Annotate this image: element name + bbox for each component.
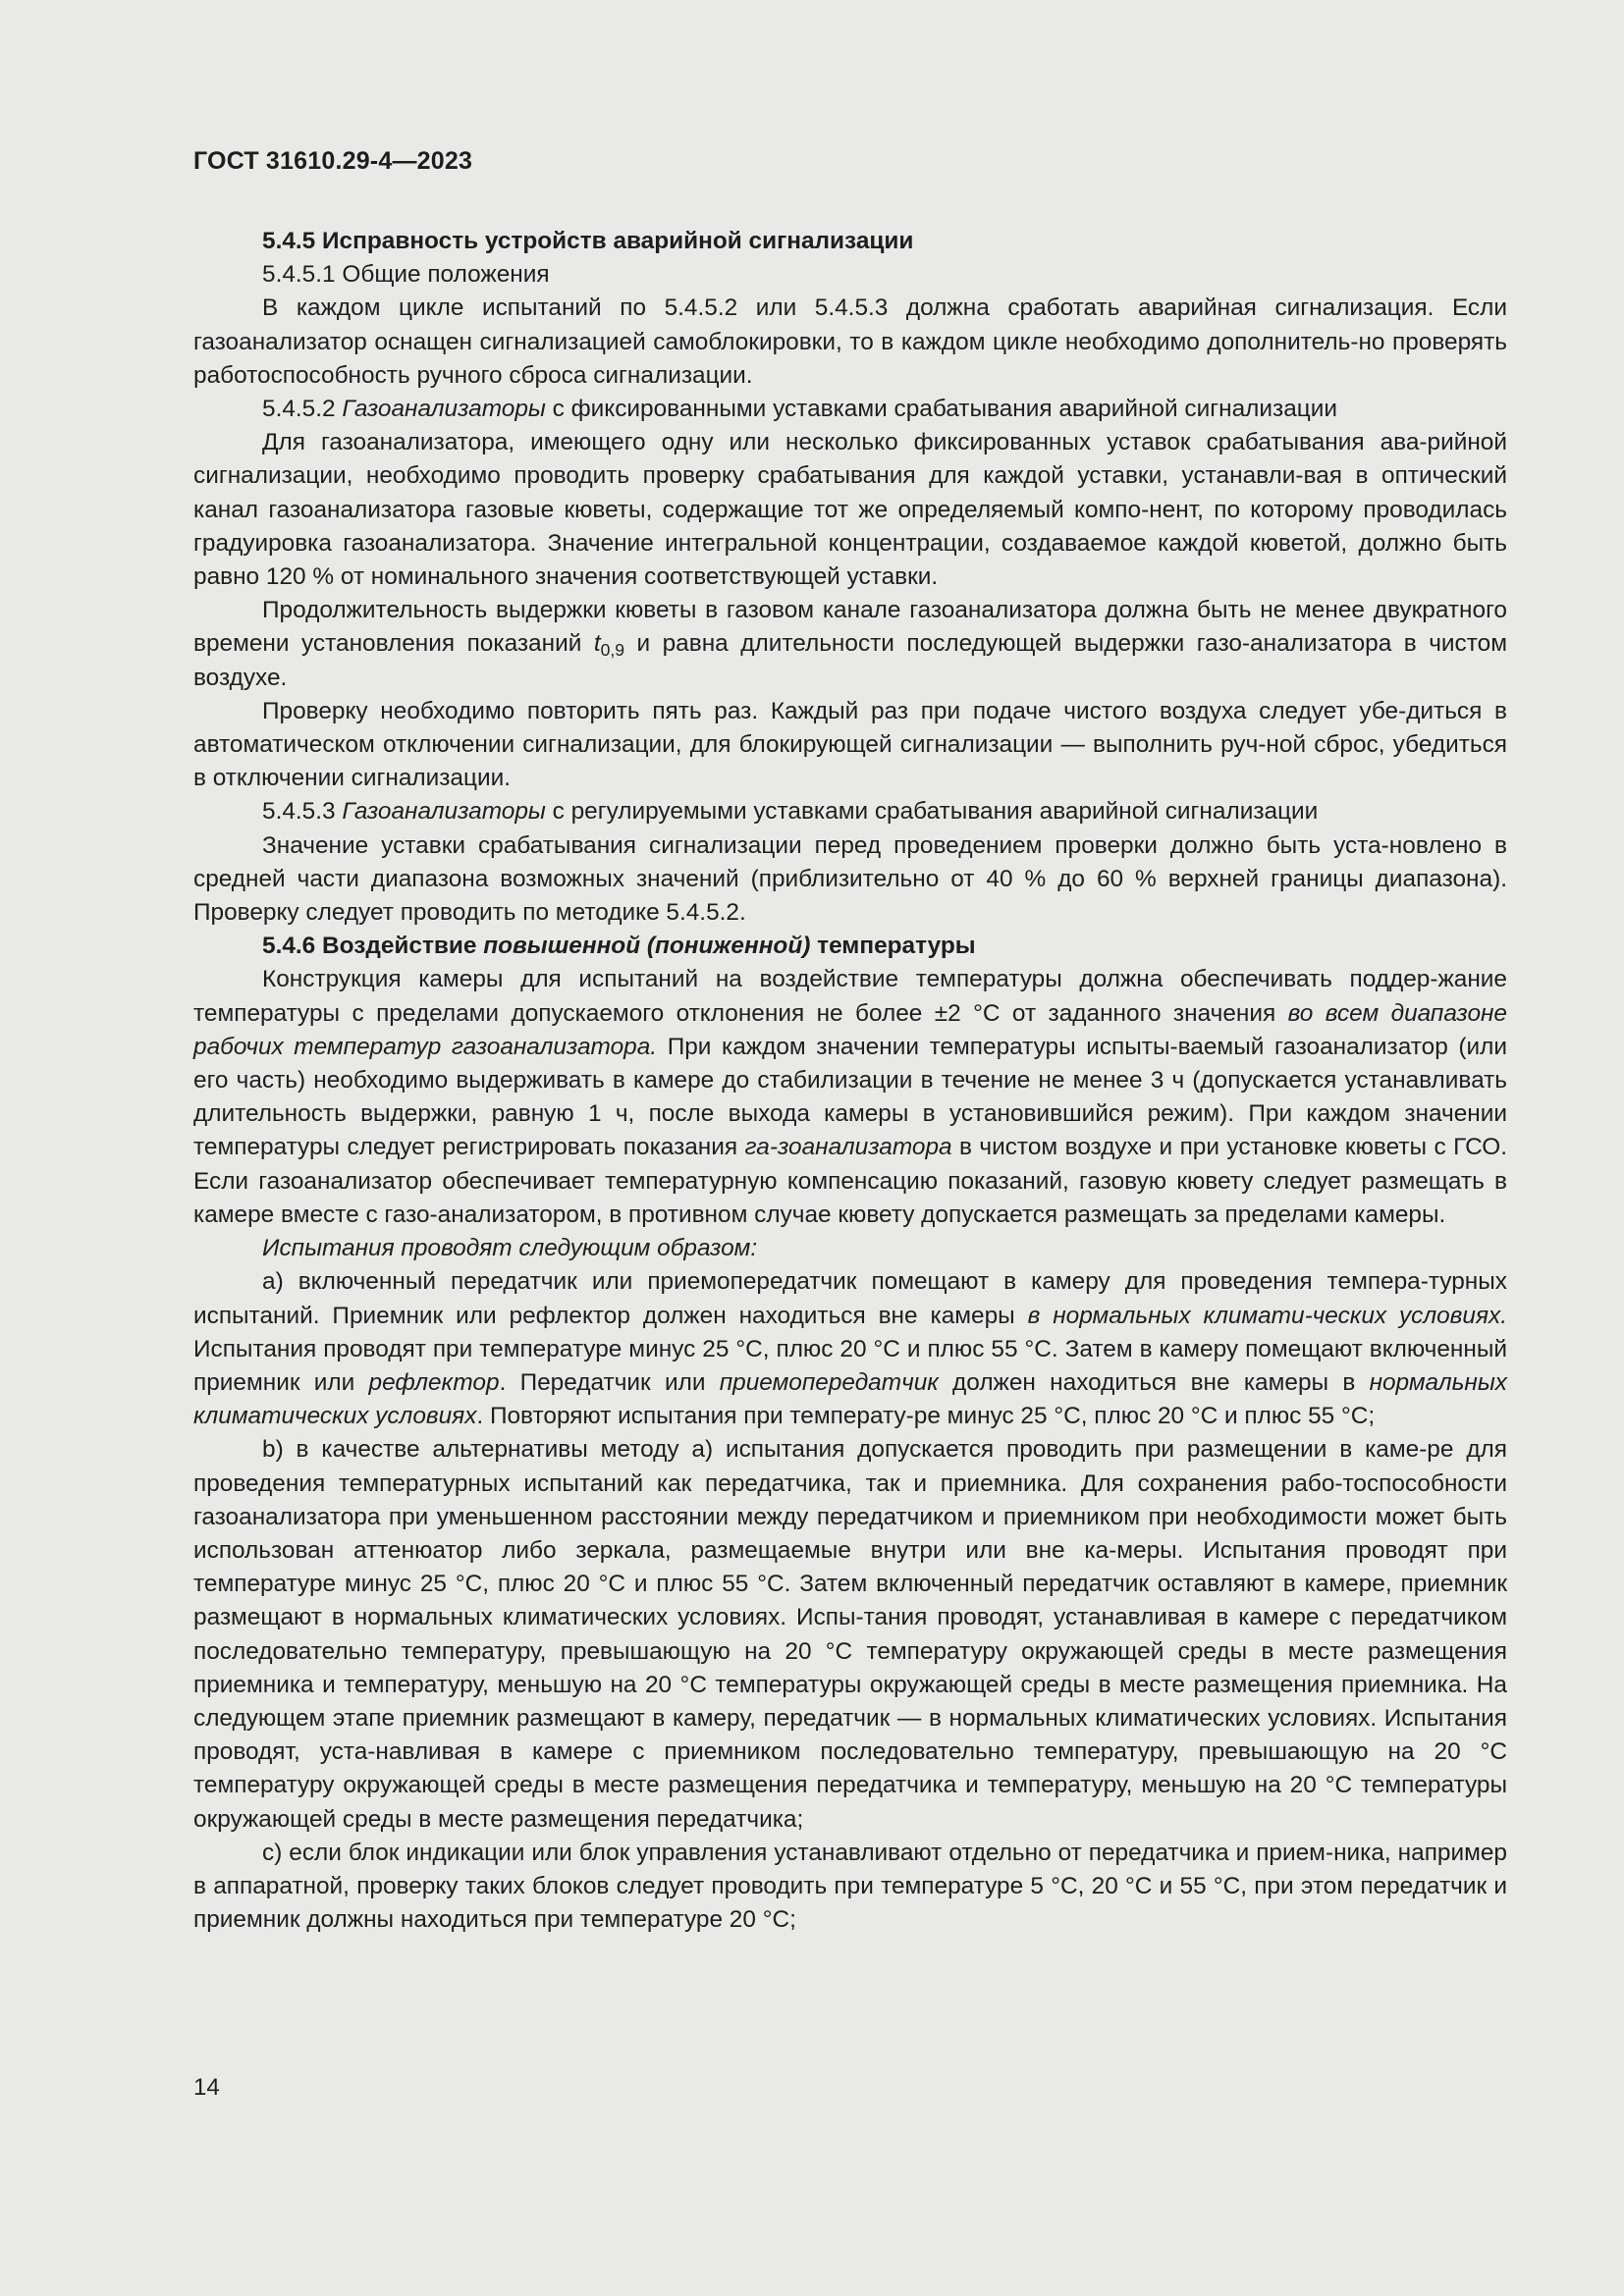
paragraph: Продолжительность выдержки кюветы в газовом канале газоанализатора должна быть не менее двукратного времени установления показаний $t_{0,9}$ и равна длительности последующей выдержки газо-анализатора в чистом воздухе. <box>193 597 1507 691</box>
subsection-title-italic: Газоанализаторы <box>342 798 546 826</box>
subsection-heading-5-4-5-3 <box>193 795 1507 828</box>
section-heading-5-4-5 <box>193 225 1507 258</box>
subsection-title-italic: Газоанализаторы <box>342 396 546 423</box>
section-number: 5.4.6 <box>262 933 316 960</box>
subsection-number: 5.4.5.3 <box>262 798 336 826</box>
page-number: 14 <box>193 2074 220 2101</box>
list-item-b: b) в качестве альтернативы методу а) испытания допускается проводить при размещении в каме-ре для проведения температурных испытаний как передатчика, так и приемника. Для сохранения рабо-тоспособности газоанализатора при уменьшенном расстоянии между передатчиком и приемником при необходимости может быть использован аттенюатор либо зеркала, размещаемые внутри или вне ка-меры. Испытания проводят при температуре минус 25 °С, плюс 20 °С и плюс 55 °С. Затем включенный передатчик оставляют в камере, приемник размещают в нормальных климатических условиях. Испы-тания проводят, устанавливая в камере с передатчиком последовательно температуру, превышающую на 20 °С температуру окружающей среды в месте размещения приемника и температуру, меньшую на 20 °С температуры окружающей среды в месте размещения приемника. На следующем этапе приемник размещают в камеру, передатчик — в нормальных климатических условиях. Испытания проводят, уста-навливая в камере с приемником последовательно температуру, превышающую на 20 °С температуру окружающей среды в месте размещения передатчика и температуру, меньшую на 20 °С температуры окружающей среды в месте размещения передатчика; <box>193 1436 1507 1833</box>
paragraph-italic: Испытания проводят следующим образом: <box>262 1235 758 1262</box>
subsection-title-rest: с регулируемыми уставками срабатывания аварийной сигнализации <box>545 798 1319 826</box>
subsection-title-rest: с фиксированными уставками срабатывания аварийной сигнализации <box>545 396 1337 423</box>
subsection-heading-5-4-5-1 <box>193 258 1507 292</box>
time-symbol: t <box>593 630 601 658</box>
document-body <box>193 225 1507 1937</box>
list-item-a: a) включенный передатчик или приемопередатчик помещают в камеру для проведения темпера-турных испытаний. Приемник или рефлектор должен находиться вне камеры в нормальных климати-ческих условиях. Испытания проводят при температуре минус 25 °С, плюс 20 °С и плюс 55 °С. Затем в камеру помещают включенный приемник или рефлектор. Передатчик или приемопередатчик должен находиться вне камеры в нормальных климатических условиях. Повторяют испытания при температу-ре минус 25 °С, плюс 20 °С и плюс 55 °С; <box>193 1268 1507 1430</box>
paragraph: Конструкция камеры для испытаний на воздействие температуры должна обеспечивать поддер-жание температуры с пределами допускаемого отклонения не более ±2 °С от заданного значения во всем диапазоне рабочих температур газоанализатора. При каждом значении температуры испыты-ваемый газоанализатор (или его часть) необходимо выдерживать в камере до стабилизации в течение не менее 3 ч (допускается устанавливать длительность выдержки, равную 1 ч, после выхода камеры в установившийся режим). При каждом значении температуры следует регистрировать показания га-зоанализатора в чистом воздухе и при установке кюветы с ГСО. Если газоанализатор обеспечивает температурную компенсацию показаний, газовую кювету следует размещать в камере вместе с газо-анализатором, в противном случае кювету допускается размещать за пределами камеры. <box>193 966 1508 1228</box>
subsection-number: 5.4.5.2 <box>262 396 336 423</box>
subsection-number: 5.4.5.1 <box>262 261 336 289</box>
paragraph: В каждом цикле испытаний по 5.4.5.2 или 5.4.5.3 должна сработать аварийная сигнализация. Если газоанализатор оснащен сигнализацией самоблокировки, то в каждом цикле необходимо дополнитель-но проверять работоспособность ручного сброса сигнализации. <box>193 294 1507 389</box>
list-item-c: c) если блок индикации или блок управления устанавливают отдельно от передатчика и прием-ника, например в аппаратной, проверку таких блоков следует проводить при температуре 5 °С, 20 °С и 55 °С, при этом передатчик и приемник должны находиться при температуре 20 °С; <box>193 1839 1507 1934</box>
section-title: Исправность устройств аварийной сигнализации <box>322 228 914 254</box>
section-number: 5.4.5 <box>262 228 316 254</box>
paragraph: Проверку необходимо повторить пять раз. Каждый раз при подаче чистого воздуха следует убе-диться в автоматическом отключении сигнализации, для блокирующей сигнализации — выполнить руч-ной сброс, убедиться в отключении сигнализации. <box>193 697 1507 792</box>
document-header: ГОСТ 31610.29-4—2023 <box>193 147 473 175</box>
subsection-title: Общие положения <box>342 261 550 289</box>
paragraph: Для газоанализатора, имеющего одну или несколько фиксированных уставок срабатывания ава-рийной сигнализации, необходимо проводить проверку срабатывания для каждой уставки, устанавли-вая в оптический канал газоанализатора газовые кюветы, содержащие тот же определяемый компо-нент, по которому проводилась градуировка газоанализатора. Значение интегральной концентрации, создаваемое каждой кюветой, должно быть равно 120 % от номинального значения соответствующей уставки. <box>193 429 1507 591</box>
section-heading-5-4-6: 5.4.6 Воздействие повышенной (пониженной) температуры <box>262 933 976 960</box>
subsection-heading-5-4-5-2 <box>193 393 1507 426</box>
paragraph: Значение уставки срабатывания сигнализации перед проведением проверки должно быть уста-новлено в средней части диапазона возможных значений (приблизительно от 40 % до 60 % верхней границы диапазона). Проверку следует проводить по методике 5.4.5.2. <box>193 831 1507 927</box>
time-subscript: 0,9 <box>600 640 625 661</box>
